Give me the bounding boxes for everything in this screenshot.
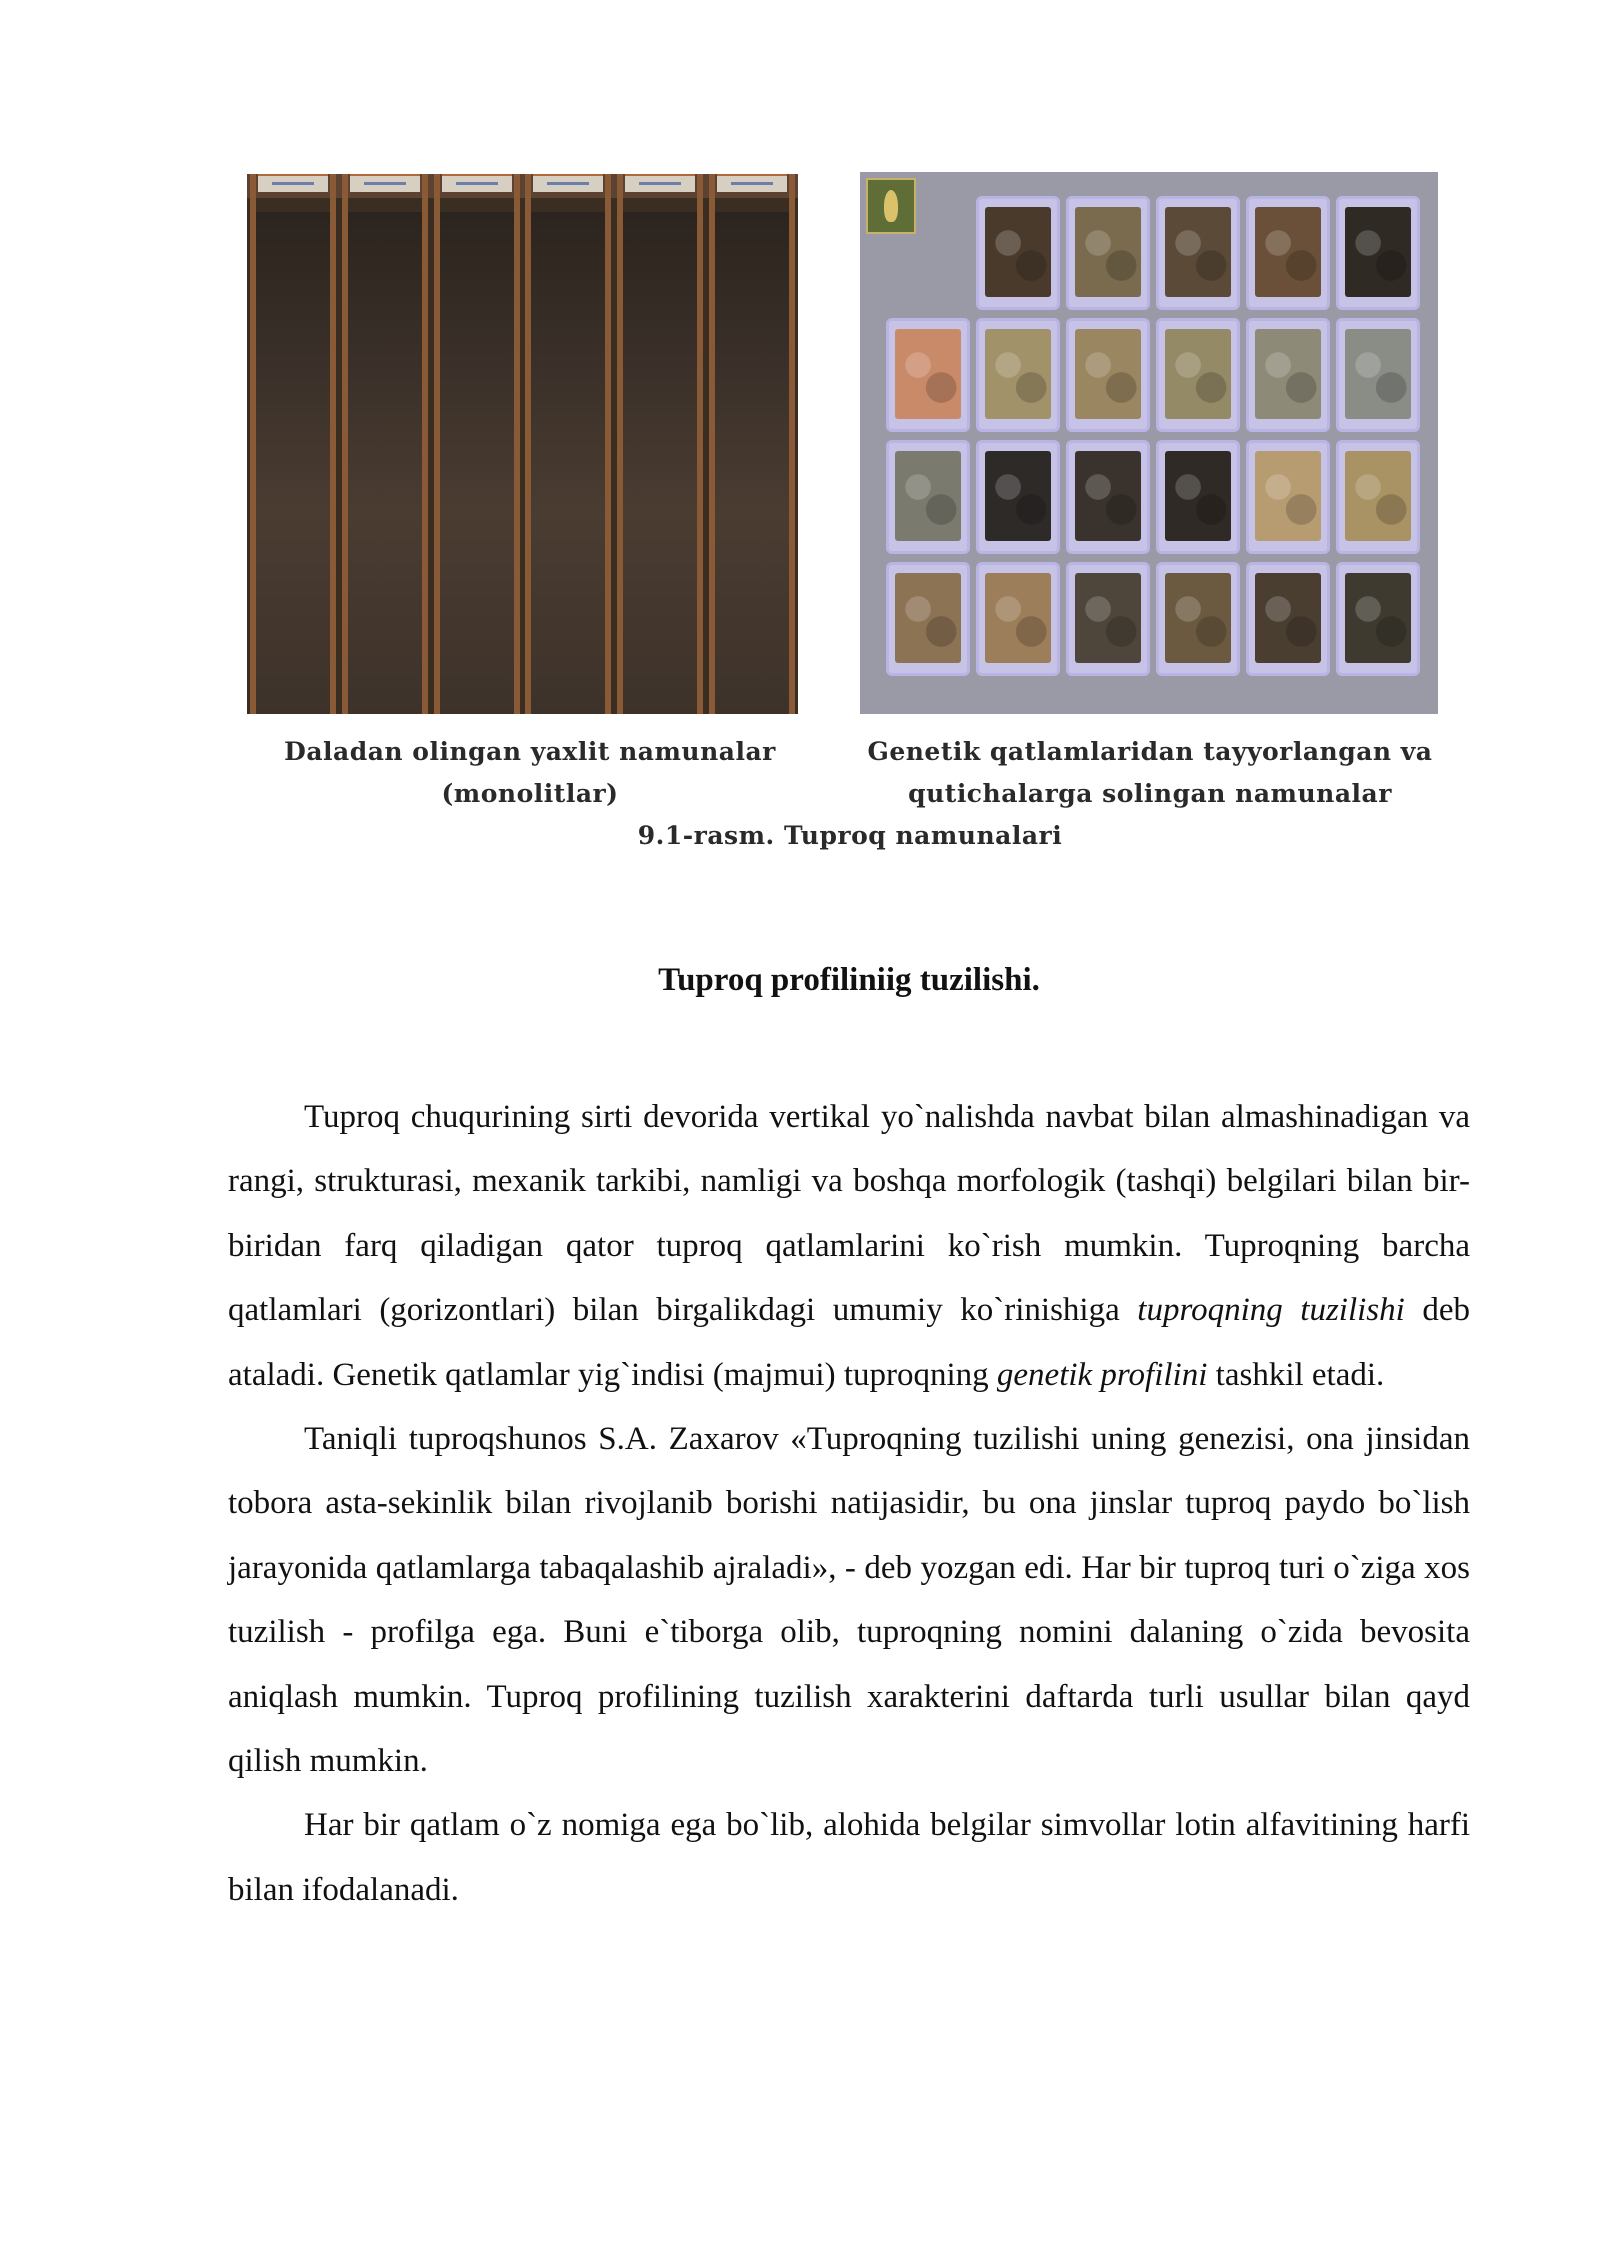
paragraph-1-part-b: deb ataladi. Genetik qatlamlar yig`indisi (majmui) tuproqning xyxy=(228,1292,1471,1393)
right-caption-line1: Genetik qatlamlaridan tayyorlangan va xyxy=(867,737,1433,766)
soil-sample xyxy=(985,451,1051,541)
soil-sample xyxy=(1345,573,1411,663)
soil-sample xyxy=(1165,573,1231,663)
soil-sample-box xyxy=(976,440,1060,554)
soil-sample xyxy=(1165,451,1231,541)
paragraph-1 xyxy=(228,1085,1470,1407)
soil-boxes-photo xyxy=(860,172,1438,714)
soil-monolith xyxy=(623,212,697,714)
soil-sample xyxy=(1345,207,1411,297)
soil-sample-box xyxy=(976,196,1060,310)
monolith-tray xyxy=(250,174,336,714)
term-tuproqning-tuzilishi: tuproqning tuzilishi xyxy=(1137,1292,1405,1329)
soil-sample xyxy=(1165,329,1231,419)
tray-label xyxy=(350,174,420,192)
soil-sample-box xyxy=(1066,318,1150,432)
left-photo-caption xyxy=(250,731,810,815)
soil-sample xyxy=(1165,207,1231,297)
soil-sample xyxy=(1255,207,1321,297)
paragraph-3: Har bir qatlam o`z nomiga ega bo`lib, alohida belgilar simvollar lotin alfavitining harfi bilan ifodalanadi. xyxy=(228,1807,1470,1908)
soil-sample-box xyxy=(1246,318,1330,432)
soil-sample xyxy=(1345,329,1411,419)
soil-sample-box xyxy=(886,318,970,432)
paragraph-1-part-a: Tuproq chuqurining sirti devorida vertikal yo`nalishda navbat bilan almashinadigan va rangi, strukturasi, mexanik tarkibi, namligi va boshqa morfologik (tashqi) belgilari bilan bir-biridan farq qiladigan qator tuproq qatlamlarini ko`rish mumkin. Tuproqning barcha qatlamlari (gorizontlari) bilan birgalikdagi umumiy ko`rinishiga xyxy=(228,1099,1470,1329)
soil-sample xyxy=(1255,451,1321,541)
section-heading: Tuproq profiliniig tuzilishi. xyxy=(658,962,1040,998)
soil-sample xyxy=(1345,451,1411,541)
soil-sample xyxy=(1075,207,1141,297)
tray-label xyxy=(625,174,695,192)
right-caption-line2: qutichalarga solingan namunalar xyxy=(908,779,1392,808)
soil-sample xyxy=(895,451,961,541)
soil-sample-box xyxy=(1066,440,1150,554)
soil-sample-box xyxy=(1156,562,1240,676)
soil-sample-box xyxy=(886,440,970,554)
wheat-logo-icon xyxy=(866,178,916,234)
monolith-tray xyxy=(525,174,611,714)
soil-sample-box xyxy=(1066,196,1150,310)
monolith-tray xyxy=(617,174,703,714)
soil-sample xyxy=(895,329,961,419)
term-genetik-profilini: genetik profilini xyxy=(996,1356,1208,1393)
tray-label xyxy=(258,174,328,192)
soil-sample-box xyxy=(1246,440,1330,554)
soil-sample xyxy=(1075,451,1141,541)
tray-label xyxy=(442,174,512,192)
soil-sample xyxy=(1075,329,1141,419)
soil-sample-box xyxy=(1336,196,1420,310)
soil-sample xyxy=(895,573,961,663)
soil-monolith xyxy=(440,212,514,714)
soil-sample-box xyxy=(1246,196,1330,310)
soil-monolith xyxy=(256,212,330,714)
soil-sample-box xyxy=(1156,318,1240,432)
paragraph-1-part-c: tashkil etadi. xyxy=(1207,1356,1385,1393)
soil-sample-box xyxy=(1156,196,1240,310)
monolith-tray xyxy=(434,174,520,714)
soil-sample-box xyxy=(1156,440,1240,554)
monoliths-photo xyxy=(247,174,798,714)
soil-sample-box xyxy=(976,562,1060,676)
soil-sample-box xyxy=(1066,562,1150,676)
monolith-tray xyxy=(342,174,428,714)
soil-monolith xyxy=(348,212,422,714)
soil-sample xyxy=(1255,329,1321,419)
monolith-tray xyxy=(709,174,795,714)
left-caption-line2: (monolitlar) xyxy=(441,779,619,808)
tray-label xyxy=(717,174,787,192)
paragraph-2: Taniqli tuproqshunos S.A. Zaxarov «Tuproqning tuzilishi uning genezisi, ona jinsidan tobora asta-sekinlik bilan rivojlanib borishi natijasidir, bu ona jinslar tuproq paydo bo`lish jarayonida qatlamlarga tabaqalashib ajraladi», - deb yozgan edi. Har bir tuproq turi o`ziga xos tuzilish - profilga ega. Buni e`tiborga olib, tuproqning nomini dalaning o`zida bevosita aniqlash mumkin. Tuproq profilining tuzilish xarakterini daftarda turli usullar bilan qayd qilish mumkin. xyxy=(228,1421,1470,1780)
soil-sample xyxy=(1075,573,1141,663)
body-text xyxy=(228,1085,1470,1922)
tray-label xyxy=(533,174,603,192)
figure-title: 9.1-rasm. Tuproq namunalari xyxy=(637,821,1063,850)
soil-sample-box xyxy=(1336,318,1420,432)
soil-sample xyxy=(1255,573,1321,663)
soil-monolith xyxy=(715,212,789,714)
soil-sample-box xyxy=(886,562,970,676)
soil-sample-box xyxy=(1336,440,1420,554)
soil-monolith xyxy=(531,212,605,714)
soil-sample xyxy=(985,329,1051,419)
left-caption-line1: Daladan olingan yaxlit namunalar xyxy=(284,737,776,766)
soil-sample xyxy=(985,207,1051,297)
soil-sample-box xyxy=(1336,562,1420,676)
right-photo-caption xyxy=(845,731,1455,815)
soil-sample xyxy=(985,573,1051,663)
soil-sample-box xyxy=(976,318,1060,432)
soil-sample-box xyxy=(1246,562,1330,676)
